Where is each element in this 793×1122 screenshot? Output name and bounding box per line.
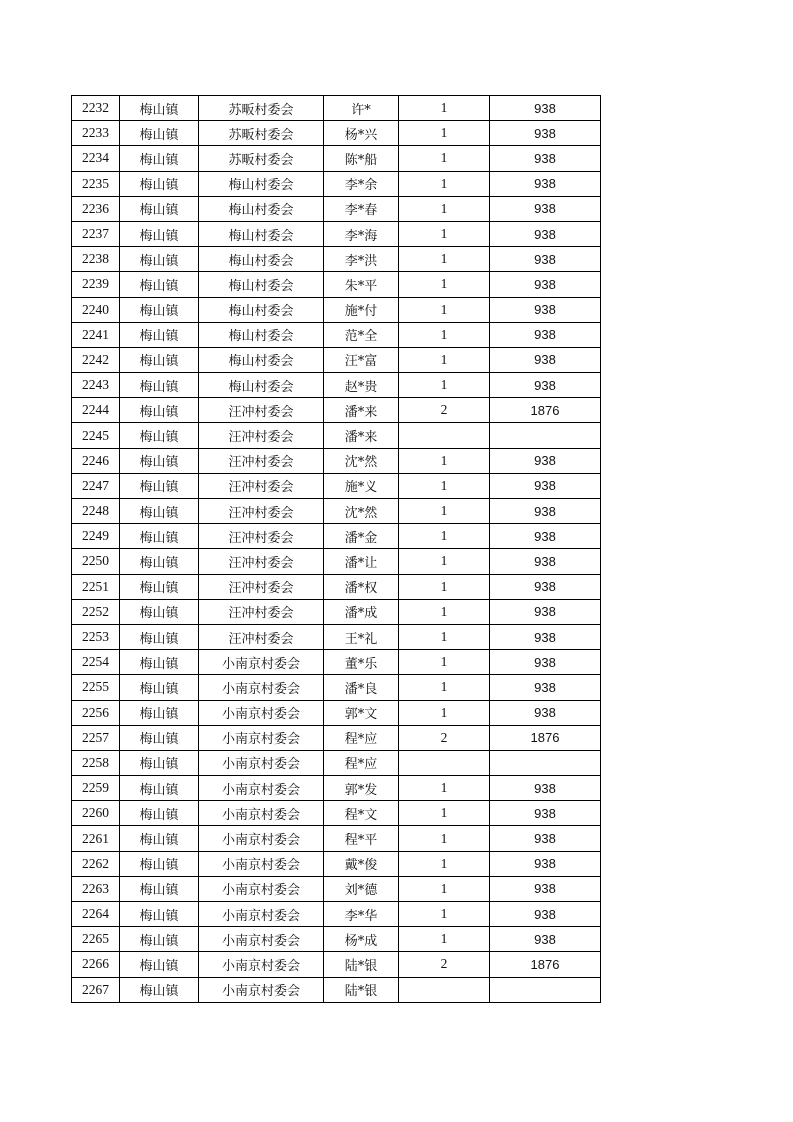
- amount-cell: 938: [490, 96, 601, 121]
- town-cell: 梅山镇: [120, 221, 199, 246]
- town-cell: 梅山镇: [120, 750, 199, 775]
- row-number-cell: 2253: [72, 624, 120, 649]
- amount-cell: 938: [490, 347, 601, 372]
- row-number-cell: 2239: [72, 272, 120, 297]
- town-cell: 梅山镇: [120, 977, 199, 1002]
- village-committee-cell: 梅山村委会: [199, 272, 324, 297]
- village-committee-cell: 苏畈村委会: [199, 146, 324, 171]
- count-cell: 1: [399, 146, 490, 171]
- village-committee-cell: 汪冲村委会: [199, 499, 324, 524]
- town-cell: 梅山镇: [120, 448, 199, 473]
- town-cell: 梅山镇: [120, 272, 199, 297]
- table-row: [72, 876, 601, 901]
- count-cell: 1: [399, 801, 490, 826]
- table-row: [72, 574, 601, 599]
- village-committee-cell: 梅山村委会: [199, 221, 324, 246]
- count-cell: 1: [399, 927, 490, 952]
- town-cell: 梅山镇: [120, 650, 199, 675]
- table-row: [72, 650, 601, 675]
- count-cell: 1: [399, 96, 490, 121]
- table-row: [72, 297, 601, 322]
- village-committee-cell: 梅山村委会: [199, 247, 324, 272]
- town-cell: 梅山镇: [120, 499, 199, 524]
- row-number-cell: 2249: [72, 524, 120, 549]
- village-committee-cell: 小南京村委会: [199, 902, 324, 927]
- count-cell: 1: [399, 221, 490, 246]
- table-row: [72, 448, 601, 473]
- name-cell: 程*应: [324, 725, 399, 750]
- amount-cell: 938: [490, 121, 601, 146]
- town-cell: 梅山镇: [120, 801, 199, 826]
- amount-cell: 938: [490, 473, 601, 498]
- row-number-cell: 2267: [72, 977, 120, 1002]
- town-cell: 梅山镇: [120, 776, 199, 801]
- village-committee-cell: 小南京村委会: [199, 801, 324, 826]
- name-cell: 李*洪: [324, 247, 399, 272]
- village-committee-cell: 小南京村委会: [199, 700, 324, 725]
- name-cell: 王*礼: [324, 624, 399, 649]
- village-committee-cell: 小南京村委会: [199, 851, 324, 876]
- amount-cell: [490, 750, 601, 775]
- row-number-cell: 2262: [72, 851, 120, 876]
- amount-cell: 938: [490, 549, 601, 574]
- count-cell: 1: [399, 373, 490, 398]
- name-cell: 李*余: [324, 171, 399, 196]
- table-row: [72, 373, 601, 398]
- table-row: [72, 826, 601, 851]
- town-cell: 梅山镇: [120, 171, 199, 196]
- row-number-cell: 2251: [72, 574, 120, 599]
- count-cell: 1: [399, 524, 490, 549]
- town-cell: 梅山镇: [120, 952, 199, 977]
- row-number-cell: 2245: [72, 423, 120, 448]
- row-number-cell: 2266: [72, 952, 120, 977]
- row-number-cell: 2244: [72, 398, 120, 423]
- amount-cell: 938: [490, 448, 601, 473]
- count-cell: 1: [399, 473, 490, 498]
- name-cell: 李*华: [324, 902, 399, 927]
- count-cell: 1: [399, 624, 490, 649]
- count-cell: 1: [399, 549, 490, 574]
- name-cell: 沈*然: [324, 448, 399, 473]
- village-committee-cell: 小南京村委会: [199, 725, 324, 750]
- row-number-cell: 2232: [72, 96, 120, 121]
- name-cell: 董*乐: [324, 650, 399, 675]
- row-number-cell: 2250: [72, 549, 120, 574]
- row-number-cell: 2265: [72, 927, 120, 952]
- name-cell: 施*义: [324, 473, 399, 498]
- village-committee-cell: 梅山村委会: [199, 373, 324, 398]
- table-row: [72, 196, 601, 221]
- name-cell: 戴*俊: [324, 851, 399, 876]
- amount-cell: 938: [490, 801, 601, 826]
- name-cell: 潘*来: [324, 423, 399, 448]
- count-cell: 1: [399, 322, 490, 347]
- table-row: [72, 624, 601, 649]
- name-cell: 潘*让: [324, 549, 399, 574]
- row-number-cell: 2259: [72, 776, 120, 801]
- amount-cell: 938: [490, 599, 601, 624]
- table-row: [72, 221, 601, 246]
- name-cell: 施*付: [324, 297, 399, 322]
- amount-cell: 938: [490, 171, 601, 196]
- table-row: [72, 247, 601, 272]
- village-committee-cell: 梅山村委会: [199, 171, 324, 196]
- row-number-cell: 2240: [72, 297, 120, 322]
- amount-cell: 938: [490, 876, 601, 901]
- village-committee-cell: 汪冲村委会: [199, 423, 324, 448]
- town-cell: 梅山镇: [120, 524, 199, 549]
- name-cell: 赵*贵: [324, 373, 399, 398]
- amount-cell: 938: [490, 373, 601, 398]
- row-number-cell: 2241: [72, 322, 120, 347]
- row-number-cell: 2260: [72, 801, 120, 826]
- village-committee-cell: 汪冲村委会: [199, 524, 324, 549]
- town-cell: 梅山镇: [120, 398, 199, 423]
- count-cell: 1: [399, 347, 490, 372]
- town-cell: 梅山镇: [120, 347, 199, 372]
- amount-cell: 938: [490, 851, 601, 876]
- amount-cell: 938: [490, 574, 601, 599]
- village-committee-cell: 小南京村委会: [199, 927, 324, 952]
- name-cell: 陆*银: [324, 952, 399, 977]
- row-number-cell: 2237: [72, 221, 120, 246]
- town-cell: 梅山镇: [120, 851, 199, 876]
- name-cell: 程*平: [324, 826, 399, 851]
- town-cell: 梅山镇: [120, 624, 199, 649]
- table-row: [72, 524, 601, 549]
- village-committee-cell: 梅山村委会: [199, 297, 324, 322]
- amount-cell: 938: [490, 247, 601, 272]
- count-cell: [399, 750, 490, 775]
- amount-cell: 938: [490, 221, 601, 246]
- name-cell: 郭*发: [324, 776, 399, 801]
- row-number-cell: 2255: [72, 675, 120, 700]
- name-cell: 潘*金: [324, 524, 399, 549]
- town-cell: 梅山镇: [120, 826, 199, 851]
- table-row: [72, 473, 601, 498]
- table-row: [72, 776, 601, 801]
- town-cell: 梅山镇: [120, 549, 199, 574]
- village-committee-cell: 汪冲村委会: [199, 448, 324, 473]
- name-cell: 杨*兴: [324, 121, 399, 146]
- table-row: [72, 700, 601, 725]
- name-cell: 杨*成: [324, 927, 399, 952]
- row-number-cell: 2258: [72, 750, 120, 775]
- table-row: [72, 121, 601, 146]
- village-committee-cell: 小南京村委会: [199, 826, 324, 851]
- amount-cell: 938: [490, 196, 601, 221]
- table-row: [72, 927, 601, 952]
- table-row: [72, 599, 601, 624]
- town-cell: 梅山镇: [120, 423, 199, 448]
- amount-cell: 938: [490, 524, 601, 549]
- count-cell: 2: [399, 952, 490, 977]
- name-cell: 李*海: [324, 221, 399, 246]
- count-cell: 1: [399, 196, 490, 221]
- count-cell: 1: [399, 448, 490, 473]
- table-row: [72, 347, 601, 372]
- village-committee-cell: 苏畈村委会: [199, 96, 324, 121]
- amount-cell: 938: [490, 927, 601, 952]
- count-cell: [399, 423, 490, 448]
- count-cell: [399, 977, 490, 1002]
- town-cell: 梅山镇: [120, 96, 199, 121]
- village-committee-cell: 汪冲村委会: [199, 398, 324, 423]
- row-number-cell: 2236: [72, 196, 120, 221]
- row-number-cell: 2242: [72, 347, 120, 372]
- amount-cell: 938: [490, 322, 601, 347]
- town-cell: 梅山镇: [120, 700, 199, 725]
- amount-cell: 938: [490, 700, 601, 725]
- table-row: [72, 398, 601, 423]
- amount-cell: 938: [490, 826, 601, 851]
- count-cell: 1: [399, 826, 490, 851]
- table-row: [72, 725, 601, 750]
- count-cell: 1: [399, 272, 490, 297]
- village-committee-cell: 梅山村委会: [199, 322, 324, 347]
- village-committee-cell: 小南京村委会: [199, 876, 324, 901]
- data-table: [71, 95, 601, 1003]
- village-committee-cell: 梅山村委会: [199, 347, 324, 372]
- name-cell: 陆*银: [324, 977, 399, 1002]
- count-cell: 1: [399, 574, 490, 599]
- village-committee-cell: 汪冲村委会: [199, 624, 324, 649]
- town-cell: 梅山镇: [120, 927, 199, 952]
- count-cell: 1: [399, 247, 490, 272]
- amount-cell: 938: [490, 650, 601, 675]
- count-cell: 1: [399, 121, 490, 146]
- town-cell: 梅山镇: [120, 725, 199, 750]
- amount-cell: 938: [490, 297, 601, 322]
- name-cell: 潘*成: [324, 599, 399, 624]
- amount-cell: 938: [490, 499, 601, 524]
- row-number-cell: 2248: [72, 499, 120, 524]
- amount-cell: 938: [490, 902, 601, 927]
- amount-cell: 938: [490, 776, 601, 801]
- town-cell: 梅山镇: [120, 196, 199, 221]
- count-cell: 1: [399, 851, 490, 876]
- village-committee-cell: 小南京村委会: [199, 675, 324, 700]
- town-cell: 梅山镇: [120, 876, 199, 901]
- amount-cell: 938: [490, 624, 601, 649]
- town-cell: 梅山镇: [120, 574, 199, 599]
- village-committee-cell: 小南京村委会: [199, 977, 324, 1002]
- count-cell: 1: [399, 499, 490, 524]
- name-cell: 潘*良: [324, 675, 399, 700]
- row-number-cell: 2247: [72, 473, 120, 498]
- village-committee-cell: 小南京村委会: [199, 750, 324, 775]
- table-row: [72, 952, 601, 977]
- count-cell: 1: [399, 297, 490, 322]
- town-cell: 梅山镇: [120, 675, 199, 700]
- table-row: [72, 322, 601, 347]
- count-cell: 1: [399, 776, 490, 801]
- table-row: [72, 171, 601, 196]
- name-cell: 刘*德: [324, 876, 399, 901]
- table-body: [72, 96, 601, 1003]
- village-committee-cell: 汪冲村委会: [199, 599, 324, 624]
- row-number-cell: 2238: [72, 247, 120, 272]
- row-number-cell: 2254: [72, 650, 120, 675]
- amount-cell: [490, 423, 601, 448]
- count-cell: 2: [399, 725, 490, 750]
- row-number-cell: 2256: [72, 700, 120, 725]
- name-cell: 汪*富: [324, 347, 399, 372]
- name-cell: 潘*来: [324, 398, 399, 423]
- town-cell: 梅山镇: [120, 902, 199, 927]
- amount-cell: [490, 977, 601, 1002]
- row-number-cell: 2235: [72, 171, 120, 196]
- row-number-cell: 2246: [72, 448, 120, 473]
- row-number-cell: 2243: [72, 373, 120, 398]
- table-row: [72, 902, 601, 927]
- amount-cell: 1876: [490, 952, 601, 977]
- count-cell: 2: [399, 398, 490, 423]
- table-row: [72, 146, 601, 171]
- name-cell: 陈*船: [324, 146, 399, 171]
- village-committee-cell: 小南京村委会: [199, 952, 324, 977]
- amount-cell: 1876: [490, 725, 601, 750]
- table-row: [72, 423, 601, 448]
- count-cell: 1: [399, 700, 490, 725]
- table-row: [72, 499, 601, 524]
- row-number-cell: 2263: [72, 876, 120, 901]
- name-cell: 沈*然: [324, 499, 399, 524]
- amount-cell: 1876: [490, 398, 601, 423]
- row-number-cell: 2234: [72, 146, 120, 171]
- row-number-cell: 2257: [72, 725, 120, 750]
- table-row: [72, 96, 601, 121]
- name-cell: 范*全: [324, 322, 399, 347]
- table-row: [72, 851, 601, 876]
- town-cell: 梅山镇: [120, 146, 199, 171]
- village-committee-cell: 小南京村委会: [199, 776, 324, 801]
- name-cell: 李*春: [324, 196, 399, 221]
- count-cell: 1: [399, 675, 490, 700]
- name-cell: 潘*权: [324, 574, 399, 599]
- count-cell: 1: [399, 650, 490, 675]
- table-row: [72, 750, 601, 775]
- town-cell: 梅山镇: [120, 373, 199, 398]
- name-cell: 程*文: [324, 801, 399, 826]
- village-committee-cell: 汪冲村委会: [199, 549, 324, 574]
- amount-cell: 938: [490, 272, 601, 297]
- amount-cell: 938: [490, 146, 601, 171]
- count-cell: 1: [399, 902, 490, 927]
- town-cell: 梅山镇: [120, 297, 199, 322]
- village-committee-cell: 梅山村委会: [199, 196, 324, 221]
- row-number-cell: 2233: [72, 121, 120, 146]
- count-cell: 1: [399, 599, 490, 624]
- village-committee-cell: 小南京村委会: [199, 650, 324, 675]
- row-number-cell: 2252: [72, 599, 120, 624]
- name-cell: 朱*平: [324, 272, 399, 297]
- table-row: [72, 549, 601, 574]
- count-cell: 1: [399, 876, 490, 901]
- amount-cell: 938: [490, 675, 601, 700]
- table-row: [72, 272, 601, 297]
- town-cell: 梅山镇: [120, 121, 199, 146]
- name-cell: 许*: [324, 96, 399, 121]
- name-cell: 程*应: [324, 750, 399, 775]
- count-cell: 1: [399, 171, 490, 196]
- village-committee-cell: 汪冲村委会: [199, 473, 324, 498]
- name-cell: 郭*文: [324, 700, 399, 725]
- table-row: [72, 977, 601, 1002]
- table-row: [72, 801, 601, 826]
- row-number-cell: 2264: [72, 902, 120, 927]
- town-cell: 梅山镇: [120, 473, 199, 498]
- town-cell: 梅山镇: [120, 247, 199, 272]
- village-committee-cell: 汪冲村委会: [199, 574, 324, 599]
- row-number-cell: 2261: [72, 826, 120, 851]
- town-cell: 梅山镇: [120, 599, 199, 624]
- town-cell: 梅山镇: [120, 322, 199, 347]
- table-row: [72, 675, 601, 700]
- village-committee-cell: 苏畈村委会: [199, 121, 324, 146]
